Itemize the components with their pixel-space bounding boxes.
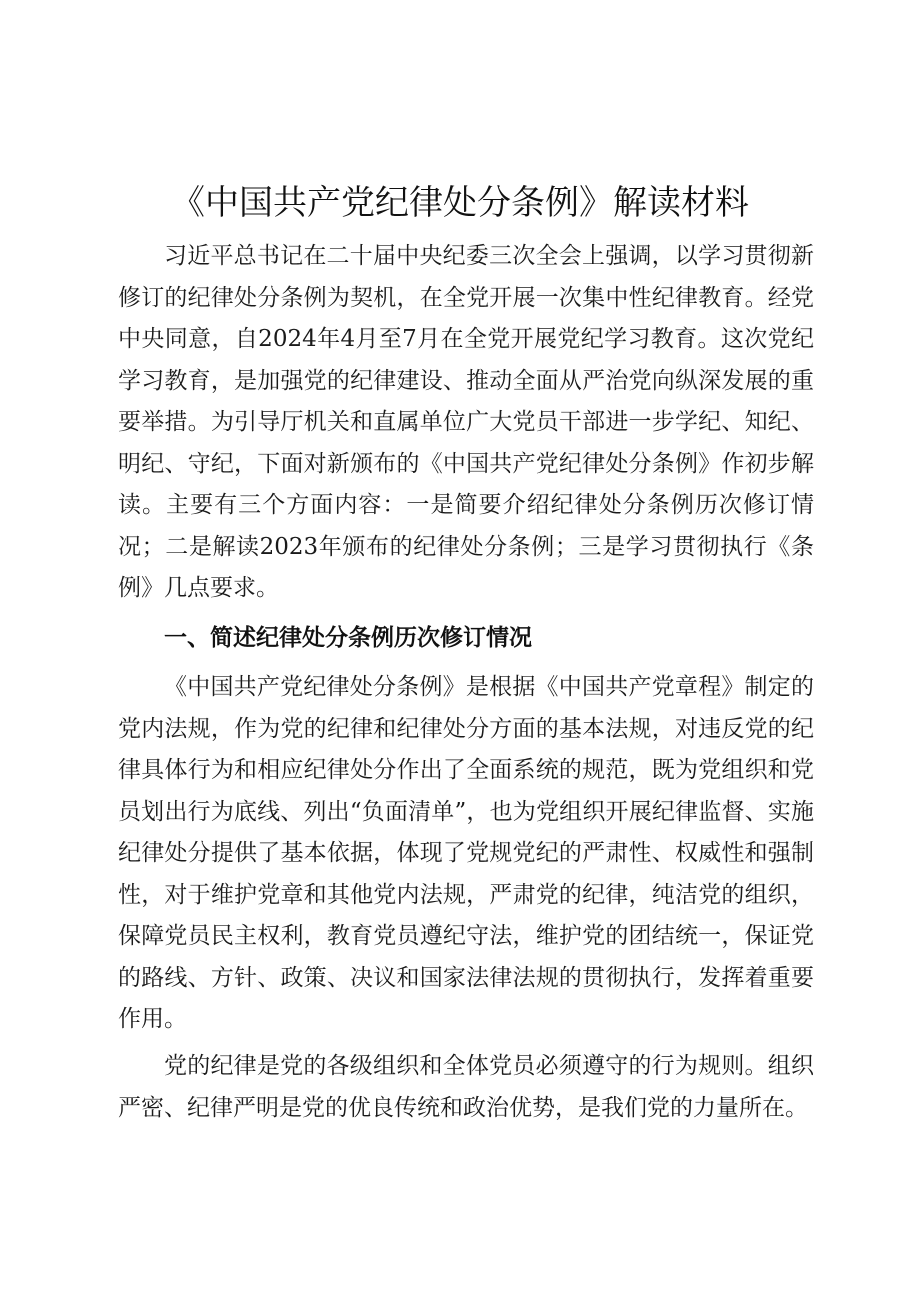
section-heading-1: 一、简述纪律处分条例历次修订情况 bbox=[164, 625, 532, 651]
intro-paragraph: 习近平总书记在二十届中央纪委三次全会上强调，以学习贯彻新修订的纪律处分条例为契机，在全党开展一次集中性纪律教育。经党中央同意，自2024年4月至7月在全党开展党纪学习教育。这次党纪学习教育，是加强党的纪律建设、推动全面从严治党向纵深发展的重要举措。为引导厅机关和直属单位广大党员干部进一步学纪、知纪、明纪、守纪，下面对新颁布的《中国共产党纪律处分条例》作初步解读。主要有三个方面内容：一是简要介绍纪律处分条例历次修订情况；二是解读2023年颁布的纪律处分条例；三是学习贯彻执行《条例》几点要求。 bbox=[118, 243, 814, 601]
section-1-paragraph-1: 《中国共产党纪律处分条例》是根据《中国共产党章程》制定的党内法规，作为党的纪律和纪律处分方面的基本法规，对违反党的纪律具体行为和相应纪律处分作出了全面系统的规范，既为党组织和党员划出行为底线、列出“负面清单”，也为党组织开展纪律监督、实施纪律处分提供了基本依据，体现了党规党纪的严肃性、权威性和强制性，对于维护党章和其他党内法规，严肃党的纪律，纯洁党的组织，保障党员民主权利，教育党员遵纪守法，维护党的团结统一，保证党的路线、方针、政策、决议和国家法律法规的贯彻执行，发挥着重要作用。 bbox=[118, 674, 814, 1032]
document-title: 《中国共产党纪律处分条例》解读材料 bbox=[171, 183, 749, 223]
section-1-paragraph-2: 党的纪律是党的各级组织和全体党员必须遵守的行为规则。组织严密、纪律严明是党的优良传统和政治优势，是我们党的力量所在。 bbox=[118, 1053, 814, 1121]
